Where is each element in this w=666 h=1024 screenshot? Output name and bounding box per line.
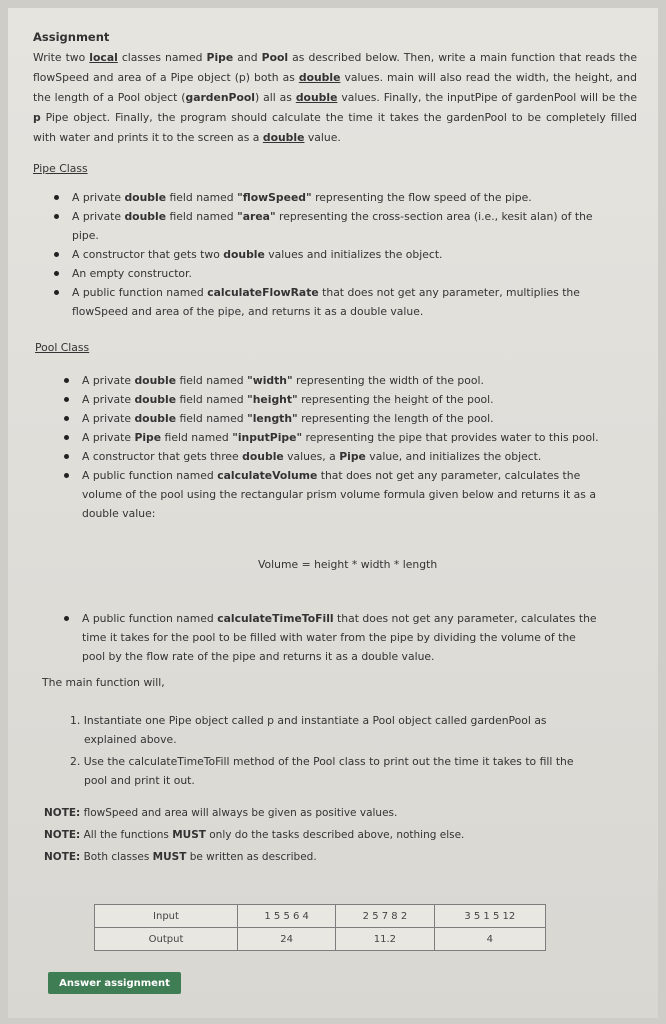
main-steps-list (70, 711, 598, 793)
output-label: Output (95, 928, 238, 951)
list-item: 2. Use the calculateTimeToFill method of the Pool class to print out the time it takes to fill the pool and print it out. (70, 755, 574, 787)
table-cell: 11.2 (336, 928, 434, 951)
list-item: A private double field named "width" representing the width of the pool. (64, 371, 600, 390)
pipe-class-list (54, 188, 610, 321)
list-item: A public function named calculateVolume that does not get any parameter, calculates the volume of the pool using the rectangular prism volume formula given below and returns it as a double value: (64, 466, 600, 523)
list-item: A public function named calculateFlowRate that does not get any parameter, multiplies the flowSpeed and area of the pipe, and returns it as a double value. (54, 283, 610, 321)
list-item: A private Pipe field named "inputPipe" representing the pipe that provides water to this pool. (64, 428, 600, 447)
table-cell: 1 5 5 6 4 (238, 905, 336, 928)
intro-paragraph: Write two local classes named Pipe and Pool as described below. Then, write a main function that reads the flowSpeed and area of a Pipe object (p) both as double values. main will also read the width, the height, and the length of a Pool object (gardenPool) all as double values. Finally, the inputPipe of gardenPool will be the p Pipe object. Finally, the program should calculate the time it takes the gardenPool to be completely filled with water and prints it to the screen as a double value. (33, 51, 637, 144)
table-row (95, 905, 546, 928)
list-item: A private double field named "height" representing the height of the pool. (64, 390, 600, 409)
pool-class-heading: Pool Class (35, 341, 90, 354)
table-row (95, 928, 546, 951)
volume-formula: Volume = height * width * length (258, 558, 438, 571)
list-item: A private double field named "area" representing the cross-section area (i.e., kesit alan) of the pipe. (54, 207, 610, 245)
assignment-title: Assignment (33, 30, 110, 44)
assignment-page (8, 8, 658, 1018)
pool-class-list-2 (64, 609, 600, 666)
pool-class-list (64, 371, 600, 523)
table-cell: 4 (434, 928, 545, 951)
list-item: A private double field named "length" representing the length of the pool. (64, 409, 600, 428)
list-item: An empty constructor. (54, 264, 610, 283)
list-item: 1. Instantiate one Pipe object called p and instantiate a Pool object called gardenPool as explained above. (70, 714, 547, 746)
answer-assignment-button[interactable]: Answer assignment (48, 972, 181, 994)
table-cell: 24 (238, 928, 336, 951)
input-label: Input (95, 905, 238, 928)
list-item: A constructor that gets two double values and initializes the object. (54, 245, 610, 264)
list-item: A constructor that gets three double values, a Pipe value, and initializes the object. (64, 447, 600, 466)
note-3: NOTE: Both classes MUST be written as described. (44, 851, 317, 863)
table-cell: 3 5 1 5 12 (434, 905, 545, 928)
note-2: NOTE: All the functions MUST only do the tasks described above, nothing else. (44, 829, 465, 841)
list-item: A private double field named "flowSpeed" representing the flow speed of the pipe. (54, 188, 610, 207)
pipe-class-heading: Pipe Class (33, 162, 88, 175)
list-item: A public function named calculateTimeToFill that does not get any parameter, calculates the time it takes for the pool to be filled with water from the pipe by dividing the volume of the pool by the flow rate of the pipe and returns it as a double value. (64, 609, 600, 666)
table-cell: 2 5 7 8 2 (336, 905, 434, 928)
main-function-heading: The main function will, (42, 676, 165, 689)
note-1: NOTE: flowSpeed and area will always be given as positive values. (44, 807, 398, 819)
io-table (94, 904, 546, 951)
